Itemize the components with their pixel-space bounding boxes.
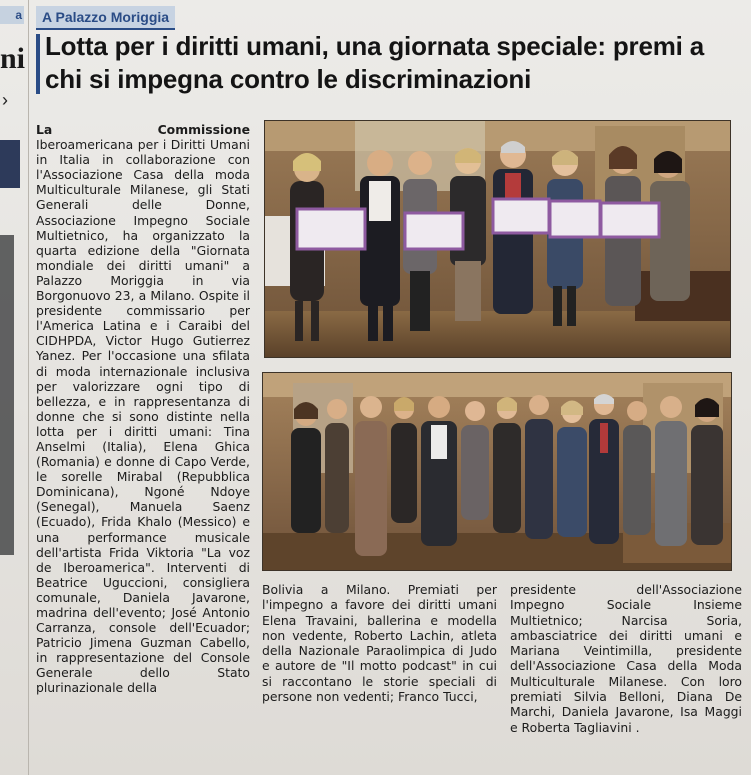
previous-page-margin: [0, 0, 29, 775]
previous-page-photo-edge: [0, 140, 20, 188]
article-column-1-text: Iberoamericana per i Diritti Umani in Italia in collaborazione con l'Associazione Casa della moda Multiculturale Milanese, gli Stati Generali delle Donne, Associazione Impegno Sociale Multietnico, ha organizzato la quarta edizione della "Giornata mondiale dei diritti umani" a Palazzo Moriggia in via Borgonuovo 23, a Milano. Ospite il presidente commissario per l'America Latina e i Caraibi del CIDHPDA, Victor Hugo Gutierrez Yanez. Per l'occasione una sfilata di moda internazionale inclusiva per valorizzare ogni tipo di bellezza, e in rappresentanza di donne che si sono distinte nella lotta per i diritti umani: Tina Anselmi (Italia), Elena Ghica (Romania) e donne di Capo Verde, le sorelle Mirabal (Repubblica Dominicana), Ngoné Ndoye (Senegal), Manuela Saenz (Ecuado), Frida Khalo (Messico) e una performance musicale dell'artista Frida Viktoria "La voz de Iberoamerica". Interventi di Beatrice Uguccioni, consigliera comunale, Daniela Javarone, madrina dell'evento; José Antonio Carranza, console dell'Ecuador; Patricio Jimena Guzman Cabello, in rappresentazione del Console Generale dello Stato plurinazionale della: [36, 137, 250, 696]
article-lead: La Commissione: [36, 122, 250, 137]
previous-page-chevron: ›: [2, 90, 8, 110]
headline-accent-bar: [36, 34, 40, 94]
previous-page-photo-edge-2: [0, 235, 14, 555]
photo-group: [262, 372, 732, 571]
photo-award-recipients: [264, 120, 731, 358]
previous-page-tab: a: [0, 6, 24, 24]
article-column-2: Bolivia a Milano. Premiati per l'impegno a favore dei diritti umani Elena Travaini, ballerina e modella non vedente, Roberto Lachin, atleta della Nazionale Paraolimpica di Judo e autore de "Il motto podcast" in cui si raccontano le storie speciali di persone non vedenti; Franco Tucci,: [262, 582, 497, 705]
previous-page-headline-fragment: ni: [0, 42, 26, 75]
article-column-3: presidente dell'Associazione Impegno Sociale Insieme Multietnico; Narcisa Soria, ambasciatrice dei diritti umani e Mariana Veintimilla, presidente dell'Associazione Casa della Moda Multiculturale Milanese. Con loro premiati Silvia Belloni, Diana De Marchi, Daniela Javarone, Isa Maggi e Roberta Tagliavini .: [510, 582, 742, 735]
article-column-1: [36, 122, 250, 696]
section-tag: A Palazzo Moriggia: [36, 6, 175, 30]
headline: Lotta per i diritti umani, una giornata speciale: premi a chi si impegna contro le discriminazioni: [45, 31, 704, 94]
